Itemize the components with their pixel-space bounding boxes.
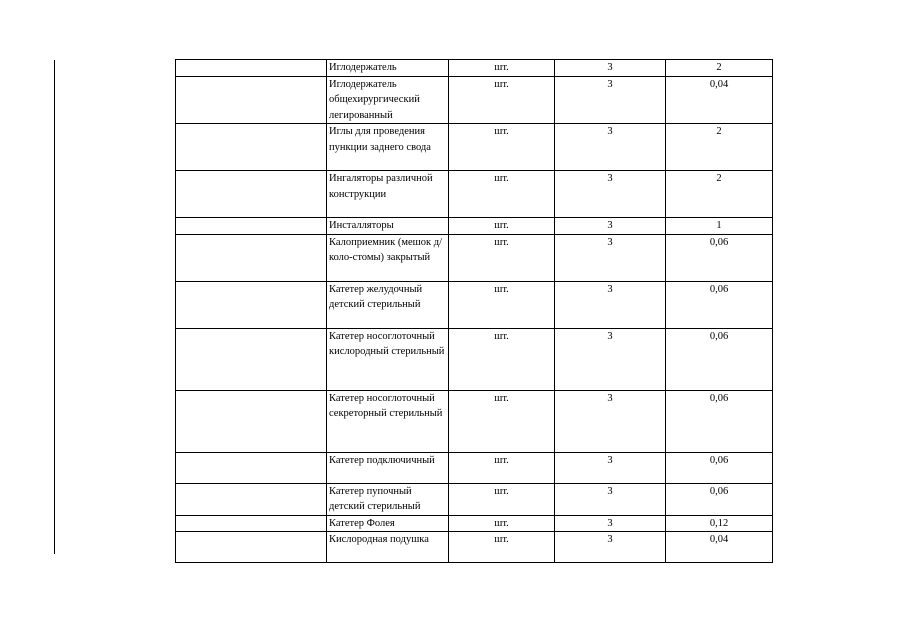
table-row <box>176 171 773 218</box>
norm-cell: 0,06 <box>666 281 773 328</box>
code-cell <box>176 532 327 563</box>
item-name-cell: Калоприемник (мешок д/коло-стомы) закрытый <box>327 234 449 281</box>
quantity-cell: 3 <box>555 281 666 328</box>
unit-cell: шт. <box>449 390 555 452</box>
quantity-cell: 3 <box>555 234 666 281</box>
norm-cell: 2 <box>666 60 773 77</box>
table-row <box>176 390 773 452</box>
norm-cell: 2 <box>666 171 773 218</box>
quantity-cell: 3 <box>555 515 666 532</box>
item-name-cell: Катетер носоглоточный кислородный стерильный <box>327 328 449 390</box>
unit-cell: шт. <box>449 532 555 563</box>
norm-cell: 0,06 <box>666 234 773 281</box>
table-row <box>176 483 773 515</box>
item-name-cell: Ингаляторы различной конструкции <box>327 171 449 218</box>
unit-cell: шт. <box>449 328 555 390</box>
unit-cell: шт. <box>449 60 555 77</box>
quantity-cell: 3 <box>555 171 666 218</box>
code-cell <box>176 234 327 281</box>
item-name-cell: Катетер носоглоточный секреторный стерильный <box>327 390 449 452</box>
table-row <box>176 328 773 390</box>
table-row <box>176 532 773 563</box>
unit-cell: шт. <box>449 234 555 281</box>
item-name-cell: Инсталляторы <box>327 218 449 235</box>
item-name-cell: Катетер желудочный детский стерильный <box>327 281 449 328</box>
table-row <box>176 60 773 77</box>
quantity-cell: 3 <box>555 483 666 515</box>
page-margin-line <box>54 60 55 554</box>
code-cell <box>176 124 327 171</box>
quantity-cell: 3 <box>555 452 666 483</box>
item-name-cell: Иглы для проведения пункции заднего свода <box>327 124 449 171</box>
quantity-cell: 3 <box>555 390 666 452</box>
code-cell <box>176 515 327 532</box>
item-name-cell: Кислородная подушка <box>327 532 449 563</box>
table-row <box>176 218 773 235</box>
table-row <box>176 281 773 328</box>
norm-cell: 0,06 <box>666 452 773 483</box>
quantity-cell: 3 <box>555 124 666 171</box>
unit-cell: шт. <box>449 124 555 171</box>
unit-cell: шт. <box>449 76 555 124</box>
norm-cell: 0,04 <box>666 532 773 563</box>
code-cell <box>176 328 327 390</box>
code-cell <box>176 171 327 218</box>
norm-cell: 0,06 <box>666 328 773 390</box>
unit-cell: шт. <box>449 171 555 218</box>
quantity-cell: 3 <box>555 328 666 390</box>
unit-cell: шт. <box>449 452 555 483</box>
table-row <box>176 452 773 483</box>
table-row <box>176 124 773 171</box>
quantity-cell: 3 <box>555 532 666 563</box>
unit-cell: шт. <box>449 218 555 235</box>
unit-cell: шт. <box>449 483 555 515</box>
norm-cell: 0,12 <box>666 515 773 532</box>
table-row <box>176 515 773 532</box>
item-name-cell: Катетер подключичный <box>327 452 449 483</box>
unit-cell: шт. <box>449 515 555 532</box>
code-cell <box>176 60 327 77</box>
code-cell <box>176 218 327 235</box>
code-cell <box>176 390 327 452</box>
quantity-cell: 3 <box>555 60 666 77</box>
norm-cell: 2 <box>666 124 773 171</box>
quantity-cell: 3 <box>555 218 666 235</box>
code-cell <box>176 483 327 515</box>
table-row <box>176 234 773 281</box>
item-name-cell: Иглодержатель общехирургический легированный <box>327 76 449 124</box>
item-name-cell: Катетер пупочный детский стерильный <box>327 483 449 515</box>
equipment-table <box>175 59 773 563</box>
norm-cell: 0,06 <box>666 390 773 452</box>
norm-cell: 1 <box>666 218 773 235</box>
item-name-cell: Катетер Фолея <box>327 515 449 532</box>
unit-cell: шт. <box>449 281 555 328</box>
table-row <box>176 76 773 124</box>
norm-cell: 0,06 <box>666 483 773 515</box>
quantity-cell: 3 <box>555 76 666 124</box>
norm-cell: 0,04 <box>666 76 773 124</box>
code-cell <box>176 452 327 483</box>
item-name-cell: Иглодержатель <box>327 60 449 77</box>
code-cell <box>176 76 327 124</box>
code-cell <box>176 281 327 328</box>
